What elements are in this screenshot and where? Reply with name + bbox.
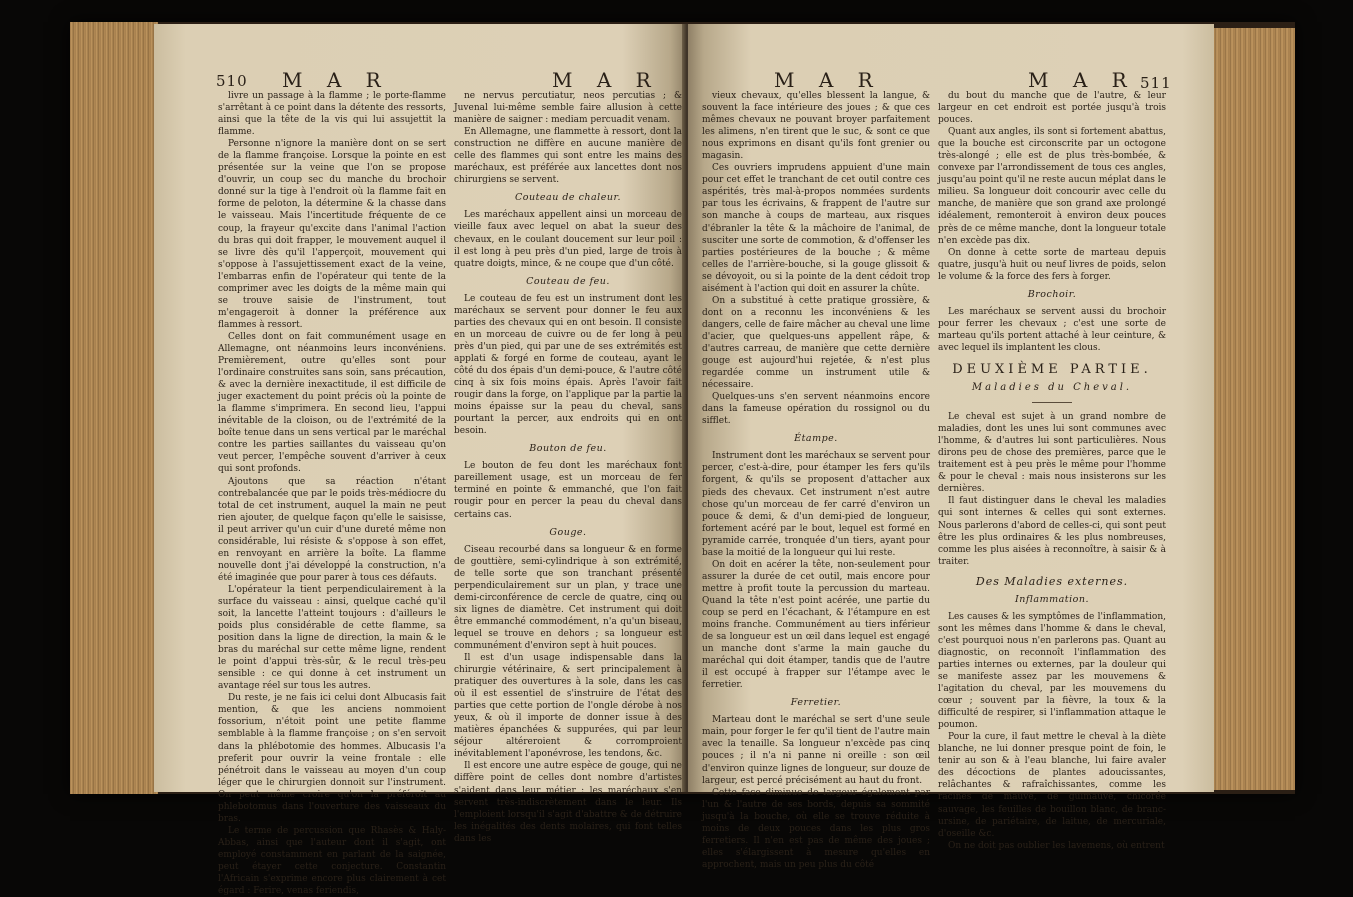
running-head-right: M A R [1028, 68, 1136, 92]
part-subtitle: Maladies du Cheval. [971, 382, 1133, 394]
page-number-left: 510 [216, 72, 248, 90]
paragraph: L'opérateur la tient perpendiculairement à la surface du vaisseau : ainsi, quelque caché qu'il soit, la lancette l'atteint toujours : d'ailleurs le poids plus considérable de cette flamme, sa position dans la ligne de direction, la main & le bras du maréchal sur cette même ligne, rendent le point d'appui très-sûr, & le recul très-peu sensible : ce qui donne à cet instrument un avantage réel sur tous les autres. [218, 584, 446, 692]
part-heading: DEUXIÈME PARTIE. [952, 361, 1152, 377]
paragraph: du bout du manche que de l'autre, & leur largeur en cet endroit est portée jusqu'à trois pouces. [938, 91, 1166, 126]
paragraph: Ciseau recourbé dans sa longueur & en forme de gouttière, semi-cylindrique à son extrémité, de telle sorte que son tranchant présenté perpendiculairement sur un plan, y trace une demi-circonférence de cercle de quatre, cinq ou six lignes de diamètre. Cet instrument qui doit être emmanché commodément, n'a qu'un biseau, lequel se trouve en dehors ; sa longueur est communément d'environ sept à huit pouces. [454, 544, 682, 651]
paragraph: Personne n'ignore la manière dont on se sert de la flamme françoise. Lorsque la pointe en est présentée sur la veine que l'on se propose d'ouvrir, un coup sec du manche du brochoir donné sur la tige à l'endroit où la flamme fait en forme de peloton, la détermine & la chasse dans le vaisseau. Mais l'incertitude fréquente de ce coup, la frayeur qu'excite dans l'animal l'action du bras qui doit frapper, le mouvement auquel il se livre dès qu'il l'apperçoit, mouvement qui s'oppose à l'assujettissement exact de la veine, l'embarras enfin de l'opérateur qui tente de la comprimer avec les doigts de la même main qui se trouve saisie de l'instrument, tout m'engageroit à donner la préférence aux flammes à ressort. [218, 139, 446, 330]
paragraph: Instrument dont les maréchaux se servent pour percer, c'est-à-dire, pour étamper les fers qu'ils forgent, & qu'ils se proposent d'attacher aux pieds des chevaux. Cet instrument n'est autre chose qu'un morceau de fer carré d'environ un pouce & demi, & d'un demi-pied de longueur, fortement acéré par le bout, lequel est formé en pyramide carrée, tronquée d'un tiers, ayant pour base la moitié de la longueur qui lui reste. [702, 451, 930, 558]
paragraph: Les causes & les symptômes de l'inflammation, sont les mêmes dans l'homme & dans le cheval, c'est pourquoi nous n'en parlerons pas. Quant au diagnostic, on reconnoît l'inflammation des parties internes ou externes, par la douleur qui se manifeste assez par les mouvemens & l'agitation du cheval, par les mouvemens du cœur ; souvent par la fièvre, la toux & la difficulté de respirer, si l'inflammation attaque le poumon. [938, 611, 1166, 731]
paragraph: On doit en acérer la tête, non-seulement pour assurer la durée de cet outil, mais encore pour mettre à profit toute la percussion du marteau. Quand la tête n'est point acérée, une partie du coup se perd en l'écachant, & l'étampure en est moins franche. Communément au tiers inférieur de sa longueur est un œil dans lequel est engagé un manche dont s'arme la main gauche du maréchal qui doit étamper, tandis que de l'autre il est occupé à frapper sur l'étampe avec le ferretier. [702, 559, 930, 691]
right-page [688, 24, 1214, 870]
paragraph: Les maréchaux se servent aussi du brochoir pour ferrer les chevaux ; c'est une sorte de marteau qu'ils portent attaché à leur ceinture, & avec lequel ils implantent les clous. [938, 306, 1166, 353]
running-head-center-left: M A R [552, 68, 660, 92]
paragraph: Les maréchaux appellent ainsi un morceau de vieille faux avec lequel on abat la sueur des chevaux, en le coulant doucement sur leur poil : il est long à peu près d'un pied, large de trois à quatre doigts, mince, & ne coupe que d'un côté. [454, 210, 682, 269]
paragraph: Marteau dont le maréchal se sert d'une seule main, pour forger le fer qu'il tient de l'autre main avec la tenaille. Sa longueur n'excède pas cinq pouces ; il n'a ni panne ni oreille : son œil d'environ quinze lignes de longueur, sur douze de largeur, est percé précisément au haut du front. [702, 715, 930, 786]
paragraph: Ajoutons que sa réaction n'étant contrebalancée que par le poids très-médiocre du total de cet instrument, auquel la main ne peut rien ajouter, de quelque façon qu'elle le saisisse, il peut arriver qu'un cuir d'une dureté même non considérable, lui résiste & s'oppose à son effet, en renvoyant en arrière la boîte. La flamme nouvelle dont j'ai développé la construction, n'a été imaginée que pour parer à tous ces défauts. [218, 476, 446, 583]
paragraph: Pour la cure, il faut mettre le cheval à la diète blanche, ne lui donner presque point de foin, le tenir au son & à l'eau blanche, lui faire avaler des décoctions de plantes adoucissantes, relâchantes & rafraîchissantes, comme les racines de mauve, de guimauve, chicorée sauvage, les feuilles de bouillon blanc, de branc-ursine, de pariétaire, de laitue, de mercuriale, d'oseille &c. [938, 732, 1166, 839]
paragraph: ne nervus percutiatur, neos percutias ; & Juvenal lui-même semble faire allusion à cette manière de saigner : mediam percuadit venam. [454, 91, 682, 126]
paragraph: Quelques-uns s'en servent néanmoins encore dans la fameuse opération du rossignol ou du sifflet. [702, 392, 930, 427]
text-column-3 [702, 90, 930, 871]
section-heading: Ferretier. [790, 697, 842, 709]
page-edges-right [1210, 28, 1295, 790]
text-column-4 [938, 90, 1166, 852]
paragraph: livre un passage à la flamme ; le porte-flamme s'arrêtant à ce point dans la détente des ressorts, ainsi que la tête de la vis qui lui assujettit la flamme. [218, 91, 446, 138]
section-heading: Couteau de feu. [526, 275, 610, 287]
paragraph: On donne à cette sorte de marteau depuis quatre, jusqu'à huit ou neuf livres de poids, selon le volume & la force des fers à forger. [938, 247, 1166, 282]
section-heading: Inflammation. [1015, 593, 1089, 605]
left-page [154, 24, 686, 897]
paragraph: Il est d'un usage indispensable dans la chirurgie vétérinaire, & sert principalement à pratiquer des ouvertures à la sole, dans les cas où il est essentiel de s'instruire de l'état des parties que cette portion de l'ongle dérobe à nos yeux, & où il importe de donner issue à des matières épanchées & suppurées, qui par leur séjour altéreroient & corromproient inévitablement l'aponévrose, les tendons, &c. [454, 653, 682, 760]
paragraph: Celles dont on fait communément usage en Allemagne, ont néanmoins leurs inconvéniens. Premièrement, outre qu'elles sont pour l'ordinaire construites sans soin, sans précaution, & avec la dernière inexactitude, il est difficile de juger exactement du point précis où la pointe de la flamme s'imprimera. En second lieu, l'appui inévitable de la cloison, ou de l'extrémité de la boîte tenue dans un sens vertical par le maréchal contre les parties saillantes du vaisseau qu'on veut percer, l'empêche souvent d'arriver à ceux qui sont profonds. [218, 331, 446, 475]
paragraph: Il est encore une autre espèce de gouge, qui ne diffère point de celles dont nombre d'artistes s'aident dans leur métier ; les maréchaux s'en servent très-indiscrètement dans le leur. Ils l'emploient lorsqu'il s'agit d'abattre & de détruire les inégalités des dents molaires, qui font telles dans les [454, 761, 682, 844]
section-heading: Bouton de feu. [529, 443, 607, 455]
text-column-2 [454, 90, 682, 845]
paragraph: Ces ouvriers imprudens appuient d'une main pour cet effet le tranchant de cet outil contre ces aspérités, très mal-à-propos nommées surdents par tous les écrivains, & frappent de l'autre sur son manche à coups de marteau, aux risques d'ébranler la tête & la mâchoire de l'animal, de susciter une sorte de commotion, & d'offenser les parties postérieures de la bouche ; & même celles de l'arrière-bouche, si la gouge glissoit & se dévoyoit, ou si la pointe de la dent cédoit trop aisément à l'action qui doit en assurer la chûte. [702, 163, 930, 294]
paragraph: En Allemagne, une flammette à ressort, dont la construction ne diffère en aucune manière de celle des flammes qui sont entre les mains des maréchaux, est préférée aux lancettes dont nos chirurgiens se servent. [454, 127, 682, 186]
running-head-center-right: M A R [774, 68, 882, 92]
paragraph: Le cheval est sujet à un grand nombre de maladies, dont les unes lui sont communes avec l'homme, & d'autres lui sont particulières. Nous dirons peu de chose des premières, parce que le traitement est à peu près le même pour l'homme & pour le cheval : mais nous insisterons sur les dernières. [938, 412, 1166, 495]
chapter-heading: Des Maladies externes. [975, 574, 1129, 588]
paragraph: Du reste, je ne fais ici celui dont Albucasis fait mention, & que les anciens nommoient fossorium, n'étoit point une petite flamme semblable à la flamme françoise ; on s'en servoit dans la phlébotomie des hommes. Albucasis l'a preferit pour ouvrir la veine frontale : elle pénétroit dans le vaisseau au moyen d'un coup léger que le chirurgien donnoit sur l'instrument. On peut même croire qu'on la préféroit au phlebotomus dans l'ouverture des vaisseaux du bras. [218, 693, 446, 824]
paragraph: Il faut distinguer dans le cheval les maladies qui sont internes & celles qui sont externes. Nous parlerons d'abord de celles-ci, qui sont peut être les plus ordinaires & les plus nombreuses, comme les plus aisées à reconnoître, à saisir & à traiter. [938, 496, 1166, 567]
section-heading: Couteau de chaleur. [515, 192, 621, 204]
paragraph: Le couteau de feu est un instrument dont les maréchaux se servent pour donner le feu aux parties des chevaux qui en ont besoin. Il consiste en un morceau de cuivre ou de fer long à peu près d'un pied, qui par une de ses extrémités est applati & forgé en forme de couteau, ayant le côté du dos épais d'un demi-pouce, & l'autre côté cinq à six fois moins épais. Après l'avoir fait rougir dans la forge, on l'applique par la partie la moins épaisse sur la peau du cheval, sans pourtant la percer, aux endroits qui en ont besoin. [454, 293, 682, 437]
divider [1032, 402, 1072, 403]
text-column-1 [218, 90, 446, 897]
page-number-right: 511 [1140, 74, 1172, 92]
paragraph: On ne doit pas oublier les lavemens, où entrent [948, 840, 1165, 851]
paragraph: vieux chevaux, qu'elles blessent la langue, & souvent la face intérieure des joues ; & que ces mêmes chevaux ne pouvant broyer parfaitement les alimens, n'en tirent que le suc, & sont ce que nous exprimons en disant qu'ils font grenier ou magasin. [702, 91, 930, 162]
section-heading: Brochoir. [1027, 288, 1077, 300]
paragraph: On a substitué à cette pratique grossière, & dont on a reconnu les inconvéniens & les dangers, celle de faire mâcher au cheval une lime d'acier, que quelques-uns appellent râpe, & d'autres carreau, de manière que cette dernière gouge est aujourd'hui rejetée, & n'est plus regardée comme un instrument utile & nécessaire. [702, 295, 930, 391]
paragraph: Le bouton de feu dont les maréchaux font pareillement usage, est un morceau de fer terminé en pointe & emmanché, que l'on fait rougir pour en percer la peau du cheval dans certains cas. [454, 461, 682, 520]
paragraph: Quant aux angles, ils sont si fortement abattus, que la bouche est circonscrite par un octogone très-alongé ; elle est de plus très-bombée, & convexe par l'arrondissement de tous ces angles, jusqu'au point qu'il ne reste aucun méplat dans le milieu. Sa longueur doit concourir avec celle du manche, de manière que son grand axe prolongé idéalement, remonteroit à environ deux pouces près de ce même manche, dont la longueur totale n'en excède pas dix. [938, 127, 1166, 246]
page-edges-left [70, 22, 158, 794]
section-heading: Gouge. [549, 526, 587, 538]
paragraph: Cette face diminue de largeur également par l'un & l'autre de ses bords, depuis sa sommité jusqu'à la bouche, où elle se trouve réduite à moins de deux pouces dans les plus gros ferretiers. Il n'en est pas de même des joues ; elles s'élargissent à mesure qu'elles en approchent, mais un peu plus du côté [702, 787, 930, 870]
running-head-left: M A R [282, 68, 390, 92]
section-heading: Étampe. [794, 433, 838, 445]
paragraph: Le terme de percussion que Rhasès & Haly-Abbas, ainsi que l'auteur dont il s'agit, ont employé constamment en parlant de la saignée, peut étayer cette conjecture. Constantin l'Africain s'exprime encore plus clairement à cet égard : Ferire, venas feriendis, [218, 825, 446, 897]
